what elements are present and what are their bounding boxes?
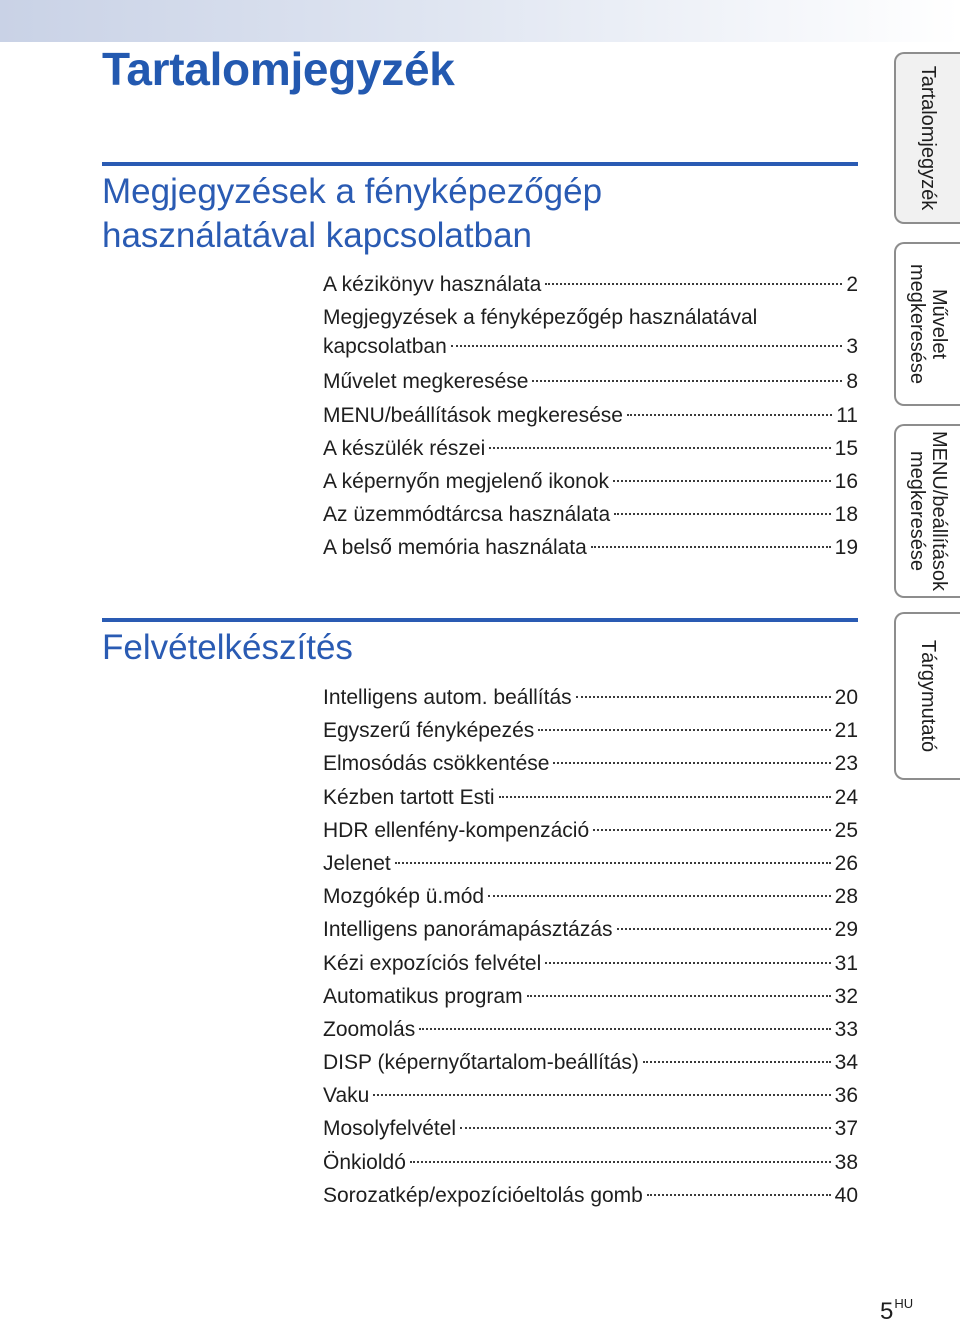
- dot-leader: [489, 447, 830, 449]
- dot-leader: [451, 345, 843, 347]
- toc-entry-title: Intelligens panorámapásztázás: [323, 918, 613, 942]
- toc-entry-page: 24: [834, 785, 858, 809]
- dot-leader: [395, 862, 831, 864]
- toc-entry-page: 16: [834, 469, 858, 493]
- side-tab-label: Tárgymutató: [917, 639, 939, 753]
- page-number: [880, 1296, 913, 1326]
- toc-entry-title: Kézben tartott Esti: [323, 785, 495, 809]
- toc-entry-title-line1: Megjegyzések a fényképezőgép használatával: [323, 306, 758, 330]
- toc-entry-title: Kézi expozíciós felvétel: [323, 951, 542, 975]
- section-heading-line: Megjegyzések a fényképezőgép: [102, 172, 603, 211]
- toc-entry-page: 31: [834, 951, 858, 975]
- toc-entry-page: 20: [834, 686, 858, 709]
- side-tab-menu-settings-search[interactable]: [894, 424, 960, 598]
- toc-entry[interactable]: [323, 781, 858, 814]
- side-tab-index[interactable]: [894, 612, 960, 780]
- toc-entry-title: A képernyőn megjelenő ikonok: [323, 469, 610, 493]
- toc-entry[interactable]: [323, 1179, 858, 1212]
- dot-leader: [614, 513, 831, 515]
- toc-entry[interactable]: [323, 880, 858, 913]
- dot-leader: [532, 380, 842, 382]
- toc-entry-page: 33: [834, 1017, 858, 1041]
- toc-entry-page: 36: [834, 1084, 858, 1108]
- toc-entry-title: Az üzemmódtárcsa használata: [323, 503, 611, 527]
- section-heading-line: Felvételkészítés: [102, 628, 353, 667]
- section-heading: [102, 170, 842, 258]
- toc-entry-title: Vaku: [323, 1084, 370, 1108]
- toc-entry[interactable]: [323, 531, 858, 564]
- side-tab-operation-search[interactable]: [894, 242, 960, 406]
- dot-leader: [627, 414, 832, 416]
- toc-entry-page: 28: [834, 885, 858, 909]
- toc-entry-title: Egyszerű fényképezés: [323, 719, 535, 743]
- dot-leader: [647, 1194, 831, 1196]
- dot-leader: [373, 1094, 830, 1096]
- dot-leader: [617, 928, 831, 930]
- toc-entry-title: Automatikus program: [323, 984, 523, 1008]
- toc-entry-title: kapcsolatban: [323, 335, 447, 359]
- dot-leader: [410, 1161, 831, 1163]
- toc-entry-page: 11: [836, 403, 858, 427]
- toc-entry-page: 18: [834, 503, 858, 527]
- dot-leader: [576, 696, 831, 698]
- toc-entry-page: 21: [834, 719, 858, 743]
- toc-entry-page: 19: [834, 536, 858, 560]
- toc-entry[interactable]: [323, 947, 858, 980]
- section-heading: [102, 626, 842, 670]
- toc-entry[interactable]: [323, 465, 858, 498]
- dot-leader: [538, 729, 830, 731]
- toc-entry[interactable]: [323, 913, 858, 946]
- header-gradient-band: [0, 0, 960, 42]
- toc-entry-page: 34: [834, 1051, 858, 1075]
- toc-entry[interactable]: [323, 747, 858, 780]
- dot-leader: [419, 1028, 830, 1030]
- page-title: Tartalomjegyzék: [102, 43, 455, 95]
- toc-entry-title: Művelet megkeresése: [323, 370, 529, 394]
- toc-entry-title: A belső memória használata: [323, 536, 587, 560]
- toc-entry[interactable]: [323, 365, 858, 398]
- toc-entry[interactable]: [323, 814, 858, 847]
- toc-entry[interactable]: [323, 681, 858, 714]
- toc-entry[interactable]: [323, 980, 858, 1013]
- dot-leader: [591, 546, 831, 548]
- page-number-value: 5: [880, 1298, 894, 1325]
- toc-entry-title: Mozgókép ü.mód: [323, 885, 485, 909]
- dot-leader: [545, 283, 842, 285]
- toc-entry-title: MENU/beállítások megkeresése: [323, 403, 623, 427]
- page-number-suffix: HU: [894, 1296, 914, 1311]
- toc-entry-title: A készülék részei: [323, 436, 486, 460]
- toc-entry[interactable]: [323, 1013, 858, 1046]
- toc-entry[interactable]: [323, 714, 858, 747]
- section-heading-line: használatával kapcsolatban: [102, 216, 533, 255]
- toc-entry-page: 23: [834, 752, 858, 776]
- toc-entry-title: Zoomolás: [323, 1017, 416, 1041]
- toc-list-section-2: [323, 681, 858, 1212]
- toc-entry-page: 25: [834, 818, 858, 842]
- toc-entry-page: 8: [846, 370, 858, 394]
- dot-leader: [553, 762, 830, 764]
- dot-leader: [499, 796, 831, 798]
- toc-entry-title: Önkioldó: [323, 1150, 406, 1174]
- side-tab-label: megkeresése: [906, 263, 928, 385]
- side-tab-label: Tartalomjegyzék: [917, 65, 939, 211]
- toc-entry-title: Jelenet: [323, 851, 391, 875]
- toc-entry[interactable]: [323, 301, 858, 365]
- dot-leader: [488, 895, 831, 897]
- toc-entry-page: 32: [834, 984, 858, 1008]
- toc-entry-page: 15: [834, 436, 858, 460]
- dot-leader: [460, 1127, 831, 1129]
- toc-entry-page: 40: [834, 1183, 858, 1207]
- toc-list-section-1: [323, 268, 858, 565]
- toc-entry-title: A kézikönyv használata: [323, 273, 542, 296]
- toc-entry[interactable]: [323, 847, 858, 880]
- dot-leader: [643, 1061, 831, 1063]
- toc-entry[interactable]: [323, 498, 858, 531]
- dot-leader: [593, 829, 831, 831]
- side-tab-label: megkeresése: [906, 450, 928, 572]
- toc-entry-page: 26: [834, 851, 858, 875]
- section-rule: [102, 618, 858, 622]
- toc-entry[interactable]: [323, 1112, 858, 1145]
- toc-entry[interactable]: [323, 1146, 858, 1179]
- toc-entry-page: 2: [846, 273, 858, 296]
- section-rule: [102, 162, 858, 166]
- toc-entry-title: Elmosódás csökkentése: [323, 752, 550, 776]
- toc-entry-title: Intelligens autom. beállítás: [323, 686, 572, 709]
- toc-entry-page: 38: [834, 1150, 858, 1174]
- toc-entry-title: Sorozatkép/expozícióeltolás gomb: [323, 1183, 643, 1207]
- toc-entry-title: Mosolyfelvétel: [323, 1117, 457, 1141]
- dot-leader: [613, 480, 831, 482]
- toc-entry[interactable]: [323, 1079, 858, 1112]
- dot-leader: [545, 962, 830, 964]
- dot-leader: [527, 995, 831, 997]
- side-tab-label: MENU/beállítások: [928, 430, 950, 592]
- toc-entry-title: HDR ellenfény-kompenzáció: [323, 818, 590, 842]
- toc-entry[interactable]: [323, 268, 858, 301]
- toc-entry-page: 29: [834, 918, 858, 942]
- toc-entry-page: 37: [834, 1117, 858, 1141]
- toc-entry[interactable]: [323, 399, 858, 432]
- toc-entry[interactable]: [323, 432, 858, 465]
- toc-entry-page: 3: [846, 335, 858, 359]
- toc-entry-title: DISP (képernyőtartalom-beállítás): [323, 1051, 639, 1075]
- toc-entry[interactable]: [323, 1046, 858, 1079]
- side-tab-label: Művelet: [928, 288, 950, 360]
- side-tab-contents[interactable]: [894, 52, 960, 224]
